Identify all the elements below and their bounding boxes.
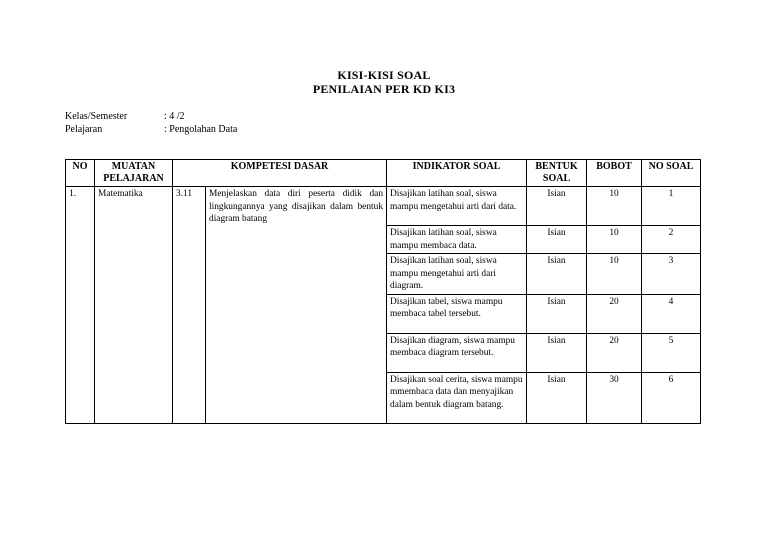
pelajaran-value: : Pengolahan Data — [164, 124, 238, 135]
header-muatan: MUATAN PELAJARAN — [95, 160, 173, 187]
cell-indikator: Disajikan latihan soal, siswa mampu membaca data. — [387, 226, 527, 254]
header-bentuk: BENTUK SOAL — [527, 160, 587, 187]
cell-no-soal: 1 — [642, 187, 701, 226]
table-row — [66, 187, 701, 226]
cell-bentuk: Isian — [527, 294, 587, 333]
cell-indikator: Disajikan soal cerita, siswa mampu mmembaca data dan menyajikan dalam bentuk diagram batang. — [387, 372, 527, 423]
header-no: NO — [66, 160, 95, 187]
header-indikator: INDIKATOR SOAL — [387, 160, 527, 187]
pelajaran-label: Pelajaran — [65, 124, 103, 135]
cell-bentuk: Isian — [527, 254, 587, 295]
cell-indikator: Disajikan diagram, siswa mampu membaca diagram tersebut. — [387, 333, 527, 372]
document-title: KISI-KISI SOAL — [337, 68, 431, 82]
cell-bentuk: Isian — [527, 372, 587, 423]
kelas-label: Kelas/Semester — [65, 111, 128, 122]
cell-bobot: 20 — [587, 294, 642, 333]
cell-kd-code: 3.11 — [173, 187, 206, 424]
cell-no-soal: 3 — [642, 254, 701, 295]
header-bobot: BOBOT — [587, 160, 642, 187]
cell-bobot: 10 — [587, 226, 642, 254]
cell-bentuk: Isian — [527, 226, 587, 254]
cell-indikator: Disajikan latihan soal, siswa mampu mengetahui arti dari data. — [387, 187, 527, 226]
cell-bobot: 20 — [587, 333, 642, 372]
table-header-row — [66, 160, 701, 187]
cell-indikator: Disajikan tabel, siswa mampu membaca tabel tersebut. — [387, 294, 527, 333]
cell-bobot: 30 — [587, 372, 642, 423]
cell-no-soal: 2 — [642, 226, 701, 254]
cell-no: 1. — [66, 187, 95, 424]
kisi-kisi-table — [65, 159, 701, 424]
header-kompetensi: KOMPETESI DASAR — [173, 160, 387, 187]
cell-kd-text: Menjelaskan data diri peserta didik dan lingkungannya yang disajikan dalam bentuk diagram batang — [206, 187, 387, 424]
cell-no-soal: 5 — [642, 333, 701, 372]
cell-no-soal: 4 — [642, 294, 701, 333]
cell-bentuk: Isian — [527, 333, 587, 372]
cell-muatan: Matematika — [95, 187, 173, 424]
cell-bentuk: Isian — [527, 187, 587, 226]
kelas-value: : 4 /2 — [164, 111, 185, 122]
cell-indikator: Disajikan latihan soal, siswa mampu mengetahui arti dari diagram. — [387, 254, 527, 295]
cell-bobot: 10 — [587, 187, 642, 226]
document-subtitle: PENILAIAN PER KD KI3 — [312, 82, 456, 96]
cell-no-soal: 6 — [642, 372, 701, 423]
header-no-soal: NO SOAL — [642, 160, 701, 187]
cell-bobot: 10 — [587, 254, 642, 295]
